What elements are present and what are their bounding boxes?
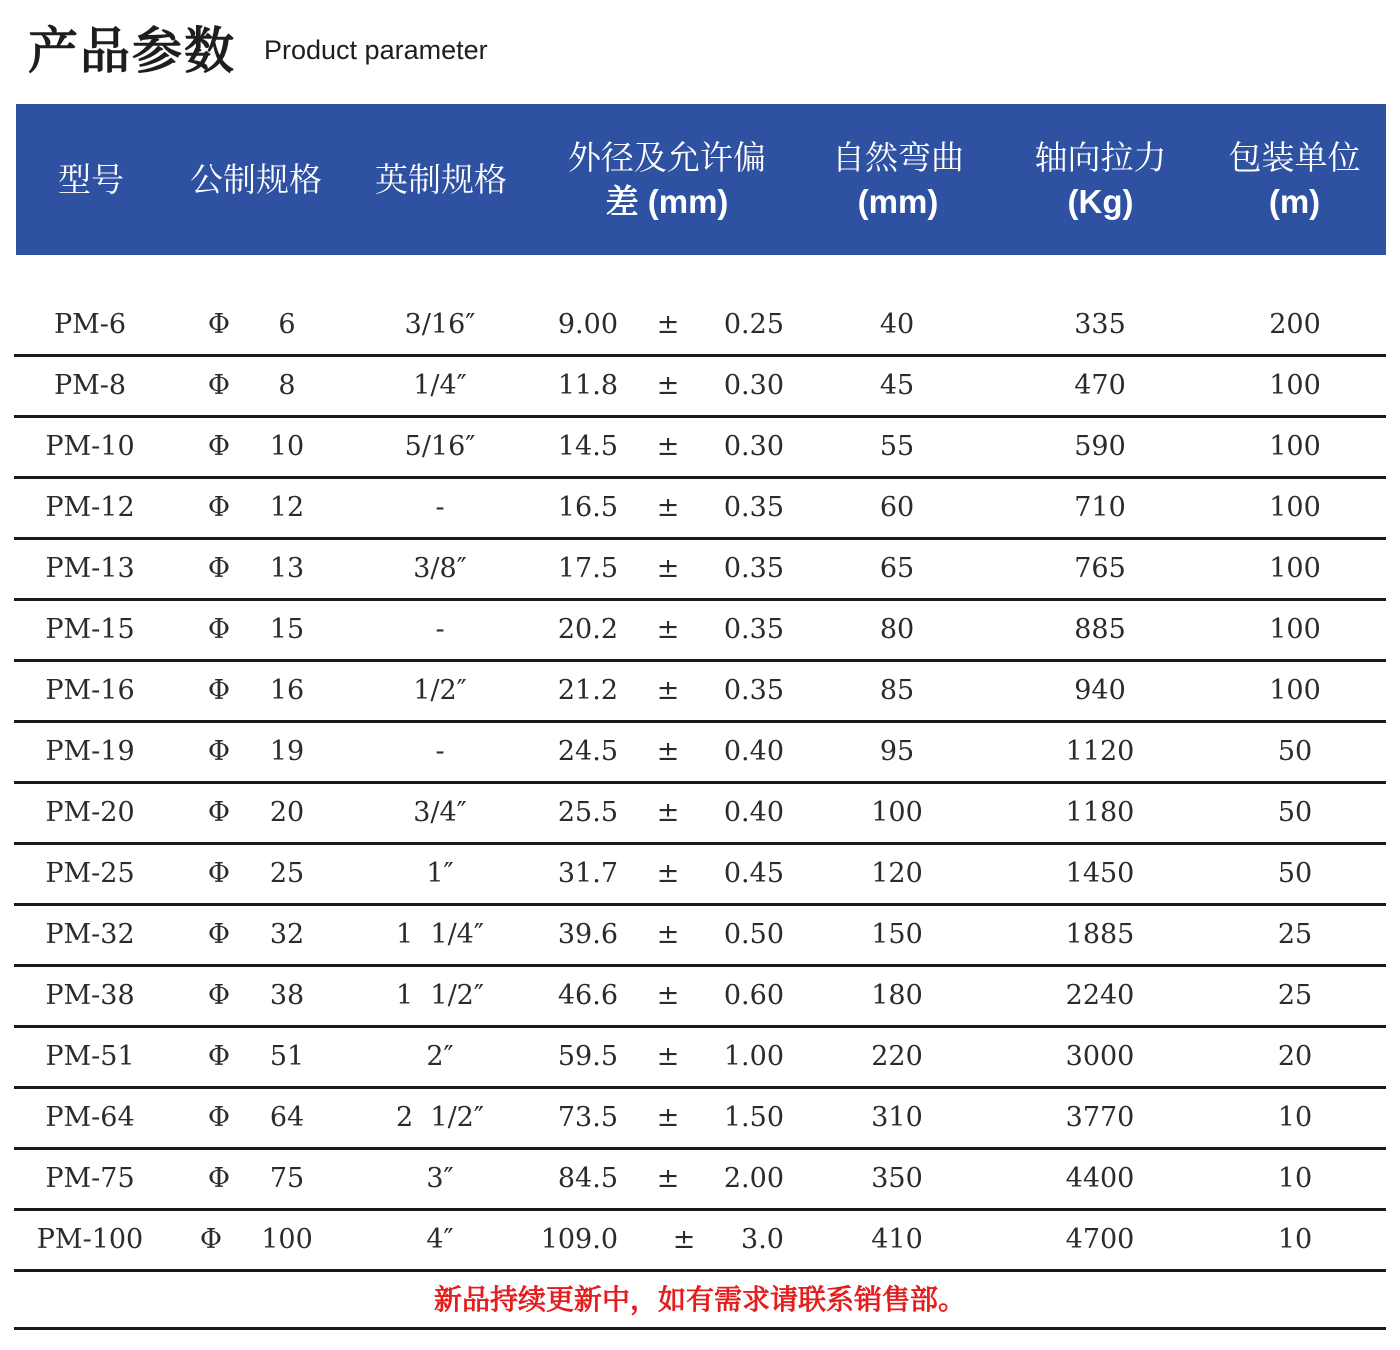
cell-pack: 10: [1277, 1163, 1313, 1194]
cell-pack: 10: [1277, 1224, 1313, 1255]
table-row: [14, 540, 1386, 601]
cell-metric: 25: [269, 858, 305, 889]
cell-phi-symbol: Φ: [207, 736, 230, 767]
cell-tolerance: 0.25: [723, 309, 784, 340]
cell-phi-symbol: Φ: [207, 675, 230, 706]
cell-tolerance: 0.50: [723, 919, 784, 950]
cell-tolerance: 0.35: [723, 614, 784, 645]
header-natural-bend: 自然弯曲 (mm): [832, 137, 964, 220]
cell-bend: 60: [879, 492, 915, 523]
cell-phi-symbol: Φ: [199, 1224, 222, 1255]
cell-outer-diameter: 39.6: [557, 919, 618, 950]
cell-tension: 3000: [1065, 1041, 1135, 1072]
cell-imperial: 1 1/2″: [396, 980, 484, 1011]
table-row: [14, 845, 1386, 906]
table-row: [14, 967, 1386, 1028]
cell-plusminus: ±: [656, 858, 680, 889]
cell-outer-diameter: 31.7: [557, 858, 618, 889]
cell-tolerance: 0.45: [723, 858, 784, 889]
cell-tolerance: 3.0: [741, 1224, 784, 1255]
cell-outer-diameter: 24.5: [557, 736, 618, 767]
cell-imperial: -: [435, 492, 445, 523]
cell-imperial: 2″: [426, 1041, 454, 1072]
cell-tension: 2240: [1065, 980, 1135, 1011]
cell-tolerance: 0.60: [723, 980, 784, 1011]
cell-metric: 12: [269, 492, 305, 523]
cell-plusminus: ±: [656, 553, 680, 584]
cell-tension: 470: [1074, 370, 1126, 401]
cell-imperial: 1″: [426, 858, 454, 889]
cell-imperial: 3/8″: [413, 553, 467, 584]
cell-bend: 150: [871, 919, 923, 950]
cell-plusminus: ±: [656, 309, 680, 340]
cell-pack: 25: [1277, 919, 1313, 950]
cell-plusminus: ±: [656, 431, 680, 462]
cell-phi-symbol: Φ: [207, 614, 230, 645]
cell-pack: 100: [1269, 431, 1321, 462]
cell-model: PM-13: [45, 553, 135, 584]
cell-tolerance: 0.35: [723, 553, 784, 584]
table-row: [14, 723, 1386, 784]
cell-tension: 4700: [1065, 1224, 1135, 1255]
header-pack-unit: 包装单位 (m): [1228, 137, 1361, 220]
cell-model: PM-51: [45, 1041, 135, 1072]
cell-bend: 100: [871, 797, 923, 828]
cell-outer-diameter: 20.2: [557, 614, 618, 645]
cell-phi-symbol: Φ: [207, 553, 230, 584]
table-row: [14, 601, 1386, 662]
cell-model: PM-16: [45, 675, 135, 706]
cell-pack: 100: [1269, 614, 1321, 645]
cell-pack: 50: [1277, 797, 1313, 828]
cell-imperial: 1/4″: [413, 370, 467, 401]
cell-metric: 64: [269, 1102, 305, 1133]
cell-tolerance: 0.35: [723, 675, 784, 706]
cell-pack: 100: [1269, 675, 1321, 706]
cell-bend: 85: [879, 675, 915, 706]
cell-metric: 16: [269, 675, 305, 706]
cell-metric: 20: [269, 797, 305, 828]
cell-bend: 310: [871, 1102, 923, 1133]
table-row: [14, 296, 1386, 357]
cell-imperial: 2 1/2″: [396, 1102, 484, 1133]
cell-tension: 710: [1074, 492, 1126, 523]
cell-tolerance: 0.35: [723, 492, 784, 523]
cell-imperial: -: [435, 614, 445, 645]
header-outer-diameter: 外径及允许偏 差 (mm): [568, 137, 766, 220]
cell-tension: 1885: [1065, 919, 1135, 950]
cell-model: PM-75: [45, 1163, 135, 1194]
footer-note-text: 新品持续更新中，如有需求请联系销售部。: [433, 1282, 966, 1316]
cell-pack: 50: [1277, 736, 1313, 767]
table-row: [14, 479, 1386, 540]
cell-pack: 10: [1277, 1102, 1313, 1133]
cell-plusminus: ±: [656, 980, 680, 1011]
cell-tension: 335: [1074, 309, 1126, 340]
cell-tolerance: 2.00: [723, 1163, 784, 1194]
cell-pack: 50: [1277, 858, 1313, 889]
cell-model: PM-12: [45, 492, 135, 523]
cell-tension: 590: [1074, 431, 1126, 462]
cell-bend: 410: [871, 1224, 923, 1255]
cell-metric: 13: [269, 553, 305, 584]
cell-outer-diameter: 25.5: [557, 797, 618, 828]
cell-pack: 25: [1277, 980, 1313, 1011]
cell-imperial: 5/16″: [404, 431, 476, 462]
table-row: [14, 1211, 1386, 1272]
cell-plusminus: ±: [656, 797, 680, 828]
title-chinese: 产品参数: [28, 22, 236, 80]
cell-pack: 100: [1269, 553, 1321, 584]
cell-metric: 32: [269, 919, 305, 950]
table-row: [14, 357, 1386, 418]
cell-imperial: 3/4″: [413, 797, 467, 828]
cell-bend: 55: [879, 431, 915, 462]
cell-phi-symbol: Φ: [207, 309, 230, 340]
table-row: [14, 418, 1386, 479]
cell-imperial: 3/16″: [404, 309, 476, 340]
cell-bend: 120: [871, 858, 923, 889]
cell-imperial: -: [435, 736, 445, 767]
cell-plusminus: ±: [656, 370, 680, 401]
cell-bend: 350: [871, 1163, 923, 1194]
cell-model: PM-19: [45, 736, 135, 767]
cell-metric: 8: [278, 370, 296, 401]
cell-plusminus: ±: [656, 1163, 680, 1194]
cell-metric: 19: [269, 736, 305, 767]
table-row: [14, 662, 1386, 723]
cell-pack: 200: [1269, 309, 1321, 340]
footer-note: [14, 1268, 1386, 1330]
cell-outer-diameter: 16.5: [557, 492, 618, 523]
cell-outer-diameter: 9.00: [557, 309, 618, 340]
cell-phi-symbol: Φ: [207, 1163, 230, 1194]
cell-model: PM-38: [45, 980, 135, 1011]
cell-model: PM-100: [36, 1224, 144, 1255]
cell-imperial: 1 1/4″: [396, 919, 484, 950]
cell-phi-symbol: Φ: [207, 858, 230, 889]
cell-outer-diameter: 109.0: [540, 1224, 618, 1255]
cell-phi-symbol: Φ: [207, 797, 230, 828]
cell-bend: 220: [871, 1041, 923, 1072]
cell-plusminus: ±: [656, 675, 680, 706]
cell-model: PM-64: [45, 1102, 135, 1133]
cell-model: PM-25: [45, 858, 135, 889]
cell-pack: 20: [1277, 1041, 1313, 1072]
cell-imperial: 1/2″: [413, 675, 467, 706]
cell-tension: 940: [1074, 675, 1126, 706]
cell-tolerance: 0.40: [723, 736, 784, 767]
header-imperial-spec: 英制规格: [375, 159, 507, 199]
cell-bend: 80: [879, 614, 915, 645]
cell-tension: 1120: [1065, 736, 1135, 767]
cell-metric: 51: [269, 1041, 305, 1072]
cell-outer-diameter: 17.5: [557, 553, 618, 584]
cell-outer-diameter: 11.8: [557, 370, 618, 401]
cell-plusminus: ±: [656, 492, 680, 523]
cell-phi-symbol: Φ: [207, 492, 230, 523]
cell-metric: 38: [269, 980, 305, 1011]
cell-tolerance: 0.30: [723, 370, 784, 401]
header-model: 型号: [58, 159, 124, 199]
cell-phi-symbol: Φ: [207, 1041, 230, 1072]
cell-pack: 100: [1269, 492, 1321, 523]
cell-phi-symbol: Φ: [207, 431, 230, 462]
table-row: [14, 1150, 1386, 1211]
table-row: [14, 784, 1386, 845]
cell-tension: 765: [1074, 553, 1126, 584]
cell-bend: 40: [879, 309, 915, 340]
cell-tension: 1180: [1065, 797, 1135, 828]
cell-tolerance: 0.40: [723, 797, 784, 828]
cell-tension: 3770: [1065, 1102, 1135, 1133]
cell-bend: 45: [879, 370, 915, 401]
cell-outer-diameter: 59.5: [557, 1041, 618, 1072]
cell-plusminus: ±: [672, 1224, 696, 1255]
cell-outer-diameter: 21.2: [557, 675, 618, 706]
cell-metric: 100: [261, 1224, 313, 1255]
header-metric-spec: 公制规格: [190, 159, 322, 199]
cell-plusminus: ±: [656, 614, 680, 645]
cell-tolerance: 1.00: [723, 1041, 784, 1072]
cell-bend: 180: [871, 980, 923, 1011]
cell-imperial: 3″: [426, 1163, 454, 1194]
cell-model: PM-10: [45, 431, 135, 462]
cell-model: PM-15: [45, 614, 135, 645]
cell-model: PM-8: [53, 370, 127, 401]
cell-phi-symbol: Φ: [207, 980, 230, 1011]
cell-outer-diameter: 14.5: [557, 431, 618, 462]
cell-phi-symbol: Φ: [207, 919, 230, 950]
cell-plusminus: ±: [656, 1041, 680, 1072]
cell-metric: 15: [269, 614, 305, 645]
cell-outer-diameter: 84.5: [557, 1163, 618, 1194]
cell-pack: 100: [1269, 370, 1321, 401]
table-row: [14, 1028, 1386, 1089]
table-row: [14, 906, 1386, 967]
cell-bend: 95: [879, 736, 915, 767]
cell-tension: 4400: [1065, 1163, 1135, 1194]
cell-bend: 65: [879, 553, 915, 584]
header-axial-tension: 轴向拉力 (Kg): [1034, 137, 1167, 220]
table-row: [14, 1089, 1386, 1150]
cell-outer-diameter: 46.6: [557, 980, 618, 1011]
cell-metric: 10: [269, 431, 305, 462]
title-english: Product parameter: [264, 35, 488, 65]
cell-phi-symbol: Φ: [207, 1102, 230, 1133]
cell-plusminus: ±: [656, 1102, 680, 1133]
cell-imperial: 4″: [426, 1224, 454, 1255]
cell-model: PM-32: [45, 919, 135, 950]
cell-model: PM-20: [45, 797, 135, 828]
cell-plusminus: ±: [656, 736, 680, 767]
cell-tension: 885: [1074, 614, 1126, 645]
cell-phi-symbol: Φ: [207, 370, 230, 401]
cell-plusminus: ±: [656, 919, 680, 950]
cell-metric: 75: [269, 1163, 305, 1194]
cell-model: PM-6: [53, 309, 127, 340]
cell-tolerance: 0.30: [723, 431, 784, 462]
page-title: [28, 16, 488, 80]
cell-tolerance: 1.50: [723, 1102, 784, 1133]
cell-metric: 6: [278, 309, 296, 340]
cell-outer-diameter: 73.5: [557, 1102, 618, 1133]
cell-tension: 1450: [1065, 858, 1135, 889]
